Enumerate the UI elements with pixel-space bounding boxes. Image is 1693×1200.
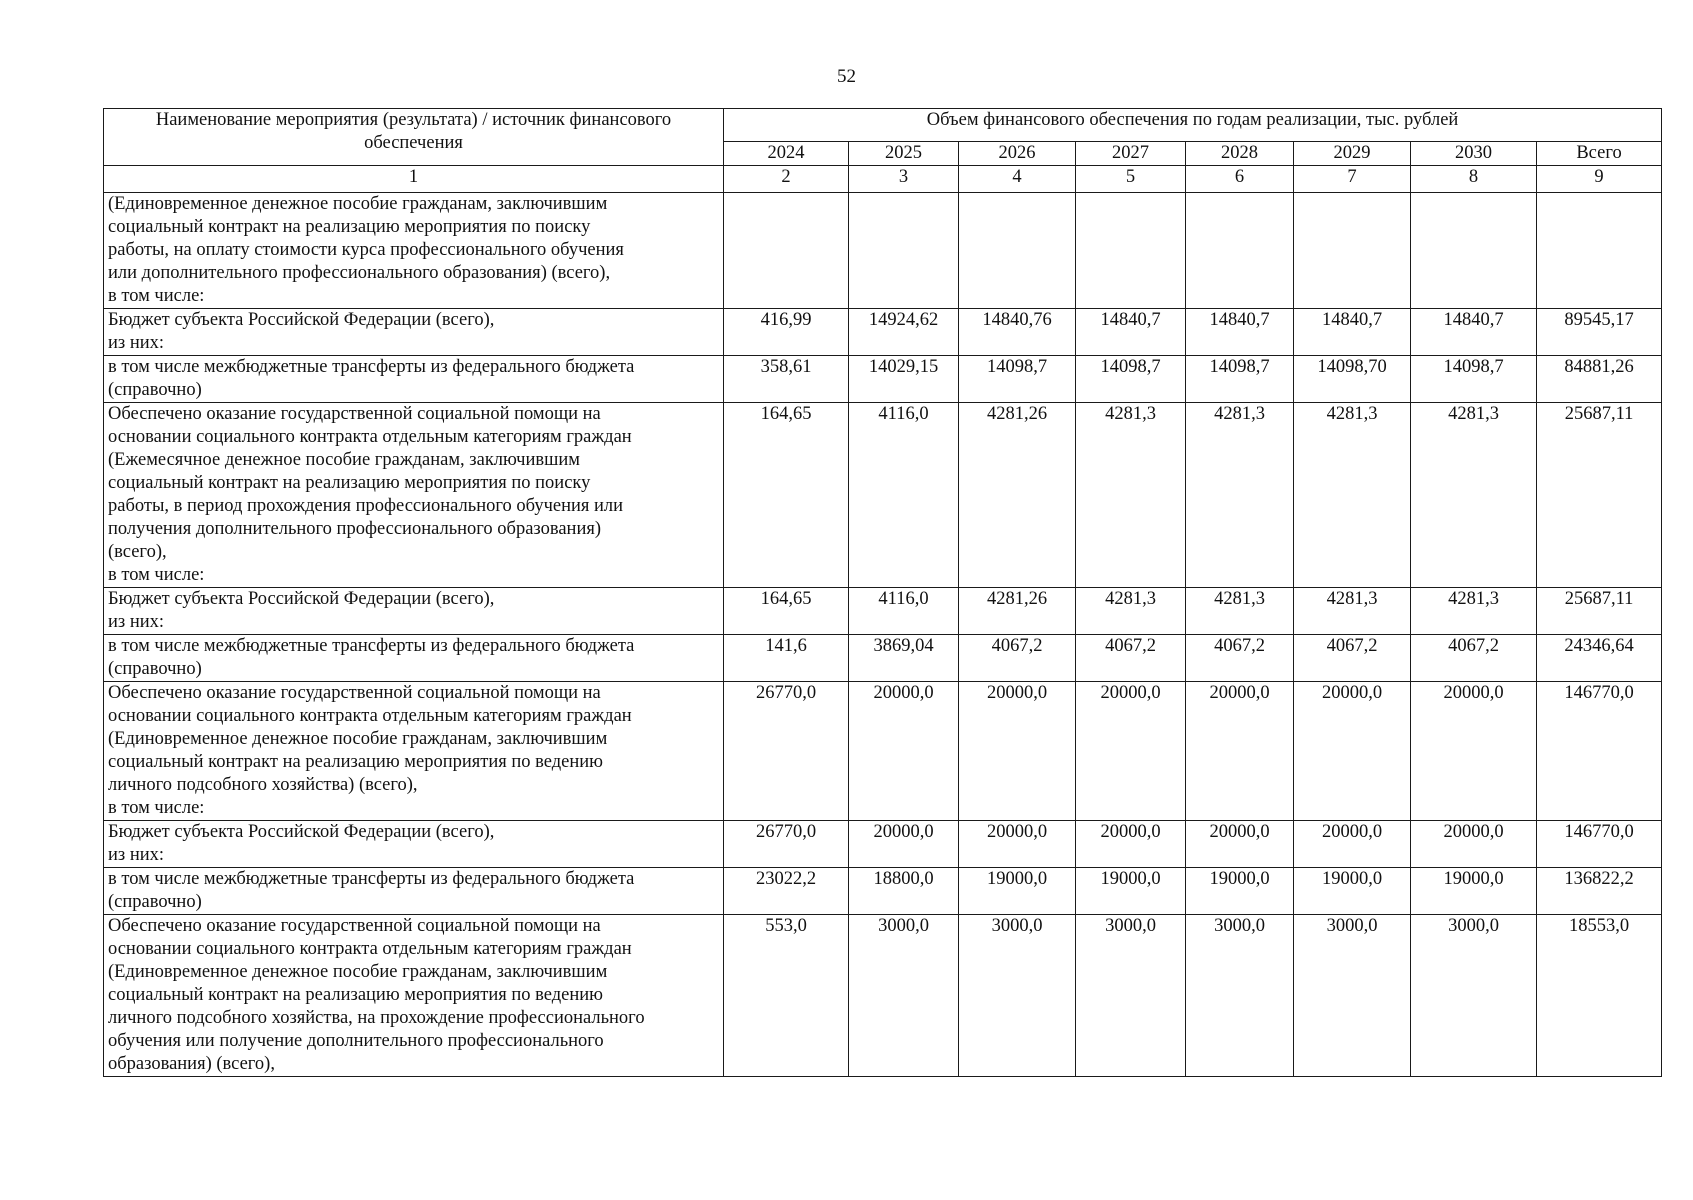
value-cell: 4067,2 <box>959 635 1076 682</box>
column-numbers-row <box>104 166 1662 193</box>
row-name: в том числе межбюджетные трансферты из федерального бюджета (справочно) <box>104 868 724 915</box>
value-cell: 141,6 <box>724 635 849 682</box>
value-cell <box>959 193 1076 309</box>
value-cell: 20000,0 <box>1411 682 1537 821</box>
page-number: 52 <box>837 66 856 87</box>
year-header: Всего <box>1537 142 1662 166</box>
value-cell: 358,61 <box>724 356 849 403</box>
value-cell: 14840,7 <box>1076 309 1186 356</box>
value-cell: 4281,26 <box>959 588 1076 635</box>
table-row <box>104 868 1662 915</box>
value-cell: 20000,0 <box>1294 682 1411 821</box>
value-cell: 3000,0 <box>1076 915 1186 1077</box>
value-cell: 18800,0 <box>849 868 959 915</box>
value-cell: 14840,7 <box>1294 309 1411 356</box>
value-cell: 4281,3 <box>1411 588 1537 635</box>
value-cell: 23022,2 <box>724 868 849 915</box>
value-cell: 4281,3 <box>1186 403 1294 588</box>
table-row <box>104 682 1662 821</box>
value-cell: 25687,11 <box>1537 403 1662 588</box>
value-cell: 4281,3 <box>1411 403 1537 588</box>
value-cell: 146770,0 <box>1537 682 1662 821</box>
value-cell: 14098,70 <box>1294 356 1411 403</box>
value-cell <box>1294 193 1411 309</box>
value-cell: 4281,3 <box>1076 403 1186 588</box>
value-cell: 164,65 <box>724 588 849 635</box>
value-cell: 20000,0 <box>959 682 1076 821</box>
value-cell: 20000,0 <box>1186 821 1294 868</box>
column-number: 5 <box>1076 166 1186 193</box>
value-cell: 89545,17 <box>1537 309 1662 356</box>
value-cell: 18553,0 <box>1537 915 1662 1077</box>
row-name: Обеспечено оказание государственной социальной помощи на основании социального контракта отдельным категориям граждан (Ежемесячное денежное пособие гражданам, заключившим социальный контракт на реализацию мероприятия по поиску работы, в период прохождения профессионального обучения или получения дополнительного профессионального образования) (всего), в том числе: <box>104 403 724 588</box>
table-row <box>104 193 1662 309</box>
value-cell: 19000,0 <box>1294 868 1411 915</box>
value-cell: 25687,11 <box>1537 588 1662 635</box>
value-cell: 14924,62 <box>849 309 959 356</box>
financing-table <box>103 108 1662 1077</box>
value-cell: 20000,0 <box>959 821 1076 868</box>
value-cell: 4067,2 <box>1294 635 1411 682</box>
value-cell: 4116,0 <box>849 588 959 635</box>
value-cell: 20000,0 <box>849 821 959 868</box>
header-volume: Объем финансового обеспечения по годам реализации, тыс. рублей <box>724 109 1662 142</box>
value-cell: 4281,3 <box>1294 588 1411 635</box>
column-number: 2 <box>724 166 849 193</box>
value-cell: 20000,0 <box>1294 821 1411 868</box>
value-cell: 20000,0 <box>1411 821 1537 868</box>
value-cell: 20000,0 <box>1076 821 1186 868</box>
value-cell: 14098,7 <box>1076 356 1186 403</box>
value-cell: 14840,76 <box>959 309 1076 356</box>
value-cell: 4067,2 <box>1411 635 1537 682</box>
row-name: Бюджет субъекта Российской Федерации (всего), из них: <box>104 821 724 868</box>
value-cell: 19000,0 <box>1411 868 1537 915</box>
column-number: 4 <box>959 166 1076 193</box>
header-name: Наименование мероприятия (результата) / источник финансового обеспечения <box>104 109 724 166</box>
value-cell: 14840,7 <box>1411 309 1537 356</box>
value-cell: 3000,0 <box>849 915 959 1077</box>
value-cell: 20000,0 <box>849 682 959 821</box>
value-cell: 4281,3 <box>1186 588 1294 635</box>
table-row <box>104 635 1662 682</box>
value-cell <box>724 193 849 309</box>
value-cell: 4067,2 <box>1186 635 1294 682</box>
value-cell: 4116,0 <box>849 403 959 588</box>
value-cell: 20000,0 <box>1186 682 1294 821</box>
value-cell: 19000,0 <box>1186 868 1294 915</box>
value-cell: 26770,0 <box>724 821 849 868</box>
row-name: в том числе межбюджетные трансферты из федерального бюджета (справочно) <box>104 356 724 403</box>
year-header: 2024 <box>724 142 849 166</box>
column-number: 9 <box>1537 166 1662 193</box>
year-header: 2025 <box>849 142 959 166</box>
column-number: 7 <box>1294 166 1411 193</box>
column-number: 8 <box>1411 166 1537 193</box>
value-cell: 4281,3 <box>1076 588 1186 635</box>
row-name: Обеспечено оказание государственной социальной помощи на основании социального контракта отдельным категориям граждан (Единовременное денежное пособие гражданам, заключившим социальный контракт на реализацию мероприятия по ведению личного подсобного хозяйства, на прохождение профессионального обучения или получение дополнительного профессионального образования) (всего), <box>104 915 724 1077</box>
value-cell: 164,65 <box>724 403 849 588</box>
value-cell: 14098,7 <box>1411 356 1537 403</box>
value-cell: 4067,2 <box>1076 635 1186 682</box>
value-cell: 3000,0 <box>1186 915 1294 1077</box>
value-cell: 416,99 <box>724 309 849 356</box>
value-cell: 4281,3 <box>1294 403 1411 588</box>
table-row <box>104 403 1662 588</box>
value-cell: 14840,7 <box>1186 309 1294 356</box>
value-cell <box>1186 193 1294 309</box>
value-cell: 20000,0 <box>1076 682 1186 821</box>
value-cell: 3000,0 <box>959 915 1076 1077</box>
table-body <box>104 193 1662 1077</box>
value-cell: 553,0 <box>724 915 849 1077</box>
row-name: Обеспечено оказание государственной социальной помощи на основании социального контракта отдельным категориям граждан (Единовременное денежное пособие гражданам, заключившим социальный контракт на реализацию мероприятия по ведению личного подсобного хозяйства) (всего), в том числе: <box>104 682 724 821</box>
value-cell: 19000,0 <box>959 868 1076 915</box>
value-cell: 19000,0 <box>1076 868 1186 915</box>
value-cell <box>849 193 959 309</box>
value-cell: 14098,7 <box>1186 356 1294 403</box>
value-cell: 26770,0 <box>724 682 849 821</box>
value-cell: 14029,15 <box>849 356 959 403</box>
value-cell: 84881,26 <box>1537 356 1662 403</box>
value-cell: 3000,0 <box>1411 915 1537 1077</box>
year-header: 2026 <box>959 142 1076 166</box>
value-cell: 146770,0 <box>1537 821 1662 868</box>
year-header: 2029 <box>1294 142 1411 166</box>
row-name: Бюджет субъекта Российской Федерации (всего), из них: <box>104 588 724 635</box>
value-cell: 24346,64 <box>1537 635 1662 682</box>
year-header: 2030 <box>1411 142 1537 166</box>
table-row <box>104 588 1662 635</box>
value-cell: 3000,0 <box>1294 915 1411 1077</box>
column-number: 6 <box>1186 166 1294 193</box>
value-cell <box>1411 193 1537 309</box>
table-row <box>104 915 1662 1077</box>
value-cell <box>1537 193 1662 309</box>
value-cell: 136822,2 <box>1537 868 1662 915</box>
row-name: в том числе межбюджетные трансферты из федерального бюджета (справочно) <box>104 635 724 682</box>
year-header: 2028 <box>1186 142 1294 166</box>
table-row <box>104 356 1662 403</box>
table-row <box>104 821 1662 868</box>
row-name: Бюджет субъекта Российской Федерации (всего), из них: <box>104 309 724 356</box>
column-number: 1 <box>104 166 724 193</box>
value-cell <box>1076 193 1186 309</box>
value-cell: 4281,26 <box>959 403 1076 588</box>
year-header: 2027 <box>1076 142 1186 166</box>
value-cell: 3869,04 <box>849 635 959 682</box>
row-name: (Единовременное денежное пособие гражданам, заключившим социальный контракт на реализацию мероприятия по поиску работы, на оплату стоимости курса профессионального обучения или дополнительного профессионального образования) (всего), в том числе: <box>104 193 724 309</box>
value-cell: 14098,7 <box>959 356 1076 403</box>
table-row <box>104 309 1662 356</box>
column-number: 3 <box>849 166 959 193</box>
